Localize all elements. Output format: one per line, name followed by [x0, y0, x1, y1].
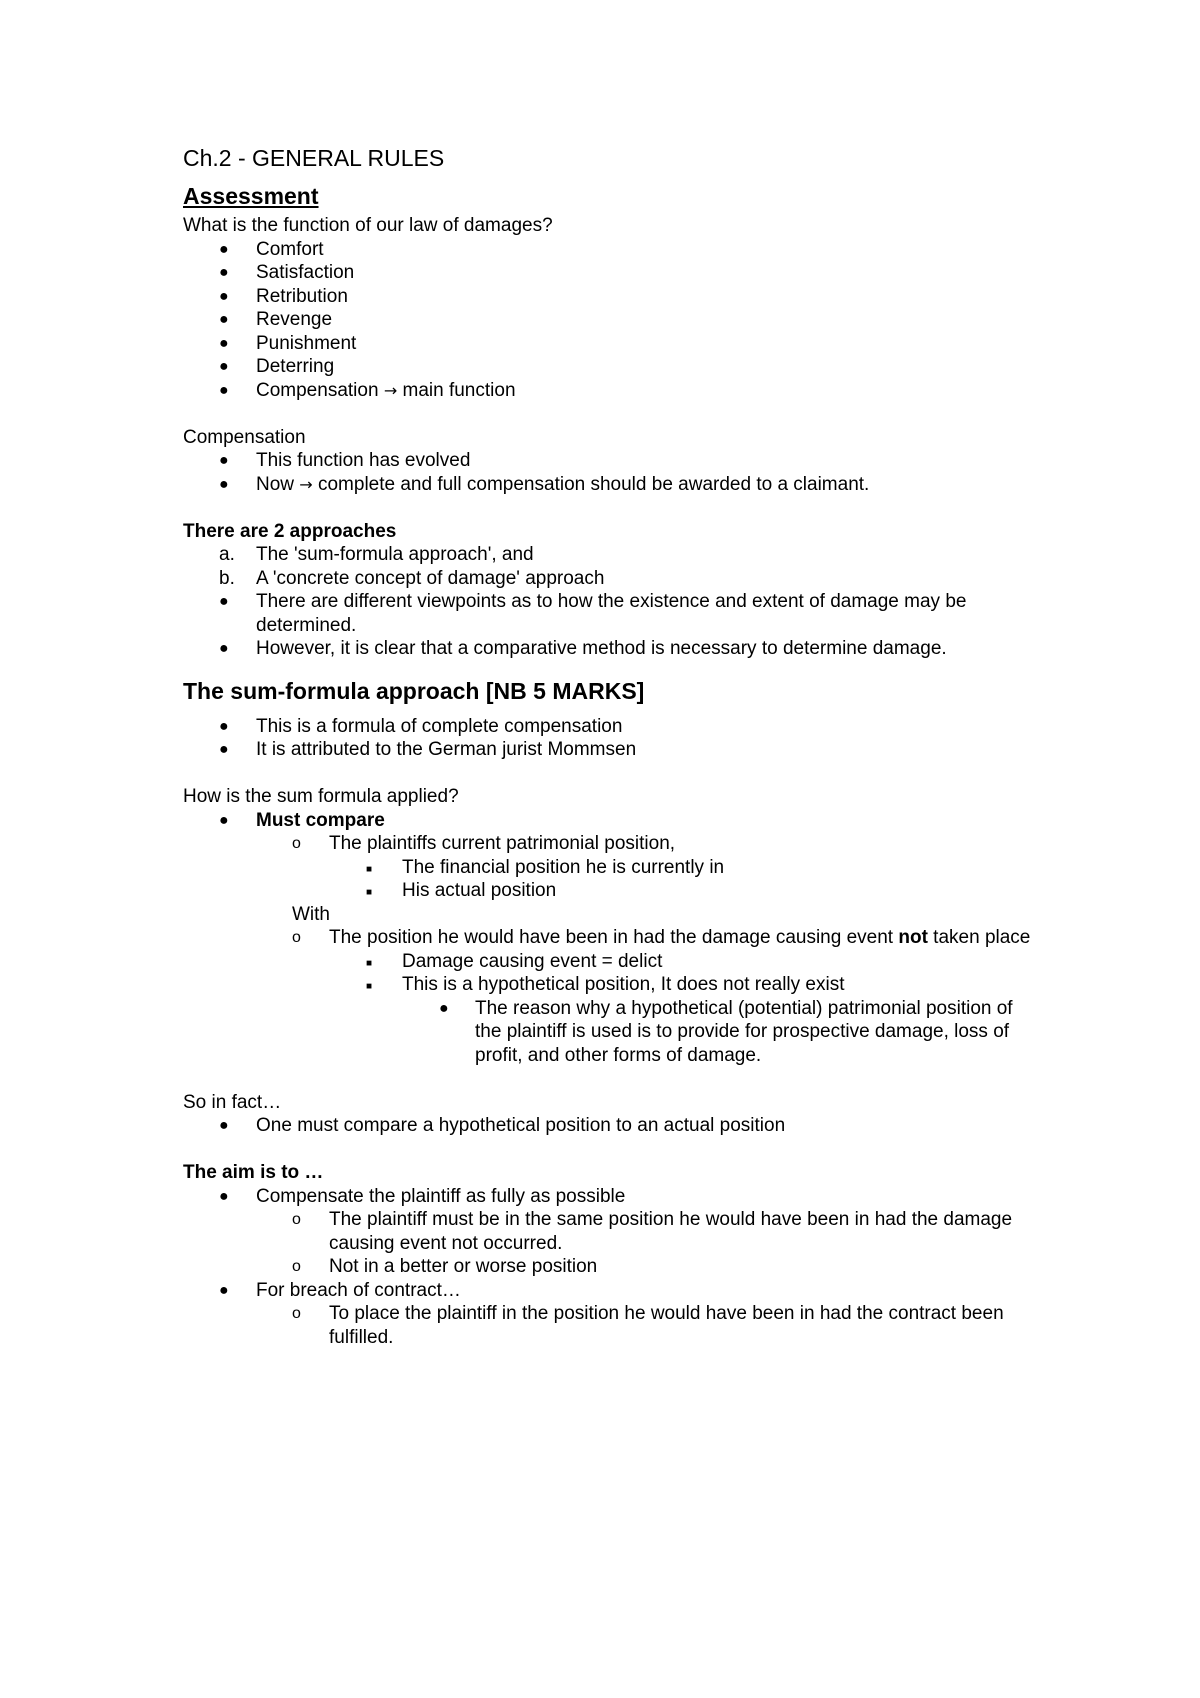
list-item: [183, 832, 1043, 856]
circle-marker: o: [292, 1258, 301, 1275]
list-item-text: The plaintiff must be in the same position he would have been in had the damage causing event not occurred.: [329, 1209, 1013, 1254]
in-fact-heading: So in fact…: [183, 1091, 282, 1113]
list-item-text: The financial position he is currently in: [402, 856, 725, 878]
square-marker: ■: [366, 981, 373, 992]
list-item-text: With: [292, 903, 330, 925]
bullet-marker: ●: [219, 741, 229, 758]
list-item-text: Now: [256, 473, 295, 495]
list-item: [183, 449, 1043, 473]
alpha-marker: a.: [219, 544, 235, 565]
list-item-text: Damage causing event = delict: [402, 950, 663, 972]
bullet-marker: ●: [219, 311, 229, 328]
arrow-icon: →: [383, 380, 398, 400]
arrow-icon: →: [299, 474, 313, 494]
assessment-heading: Assessment: [183, 183, 319, 209]
compensation-heading: Compensation: [183, 426, 306, 448]
list-item-text: complete and full compensation should be awarded to a claimant.: [317, 473, 870, 495]
bullet-marker: ●: [219, 334, 229, 352]
square-marker: ■: [366, 957, 373, 969]
list-item-text: main function: [402, 379, 516, 401]
sum-formula-list: [183, 715, 1043, 762]
list-item: [183, 997, 1043, 1068]
list-item-text: There are different viewpoints as to how the existence and extent of damage may be determined.: [256, 591, 967, 636]
applied-question: How is the sum formula applied?: [183, 786, 459, 807]
list-item-text: taken place: [927, 927, 1031, 948]
document-content: [183, 144, 1043, 1349]
list-item: [183, 903, 1043, 927]
list-item-text: Deterring: [256, 356, 335, 377]
list-item-text: This is a formula of complete compensation: [256, 715, 623, 737]
bullet-marker: ●: [219, 811, 229, 829]
bullet-marker: ●: [219, 358, 229, 375]
list-item: [183, 238, 1043, 262]
list-item: [183, 950, 1043, 974]
list-item: [183, 973, 1043, 997]
bullet-marker: ●: [219, 1281, 229, 1299]
circle-marker: o: [292, 835, 301, 852]
square-marker: ■: [366, 863, 373, 875]
list-item: [183, 543, 1043, 567]
circle-marker: o: [292, 1305, 301, 1322]
bullet-marker: ●: [219, 381, 229, 399]
bullet-marker: ●: [219, 452, 229, 469]
function-list: [183, 238, 1043, 403]
list-item-text: Not in a better or worse position: [329, 1256, 598, 1277]
applied-list: [183, 809, 1043, 1068]
list-item-text: The reason why a hypothetical (potential) patrimonial position of the plaintiff is used is to provide for prospective damage, loss of profit, and other forms of damage.: [475, 997, 1013, 1066]
square-marker: ■: [366, 887, 373, 898]
in-fact-list: [183, 1114, 1043, 1138]
list-item-text: Retribution: [256, 285, 348, 307]
list-item: [183, 637, 1043, 661]
list-item-text: The 'sum-formula approach', and: [256, 544, 534, 565]
list-item-text: Punishment: [256, 332, 357, 354]
approaches-list: [183, 543, 1043, 590]
list-item: [183, 926, 1043, 950]
list-item: [183, 332, 1043, 356]
list-item-text: The plaintiffs current patrimonial position,: [329, 833, 676, 854]
bullet-marker: ●: [439, 999, 449, 1017]
bullet-marker: ●: [219, 640, 229, 657]
approaches-heading: There are 2 approaches: [183, 520, 397, 542]
bullet-marker: ●: [219, 264, 229, 281]
list-item: [183, 590, 1043, 637]
list-item: [183, 1114, 1043, 1138]
list-item-text: Compensation: [256, 379, 379, 401]
bullet-marker: ●: [219, 287, 229, 305]
list-item: [183, 715, 1043, 739]
aim-heading: The aim is to …: [183, 1162, 324, 1183]
bullet-marker: ●: [219, 1117, 229, 1134]
alpha-marker: b.: [219, 567, 235, 589]
list-item-text: It is attributed to the German jurist Mommsen: [256, 739, 637, 760]
list-item: [183, 379, 1043, 403]
function-question: What is the function of our law of damages?: [183, 215, 553, 236]
list-item-text: For breach of contract…: [256, 1279, 461, 1301]
list-item-text: Compensate the plaintiff as fully as possible: [256, 1185, 626, 1207]
list-item-text: This is a hypothetical position, It does not really exist: [402, 974, 845, 995]
sum-formula-heading: The sum-formula approach [NB 5 MARKS]: [183, 677, 645, 704]
list-item: [183, 809, 1043, 833]
emphasis-text: not: [898, 927, 928, 948]
list-item: [183, 1208, 1043, 1255]
list-item-text: A 'concrete concept of damage' approach: [256, 567, 605, 589]
list-item-text: Revenge: [256, 309, 333, 330]
approaches-bullets: [183, 590, 1043, 661]
compensation-list: [183, 449, 1043, 496]
list-item: [183, 856, 1043, 880]
list-item: [183, 738, 1043, 762]
list-item: [183, 261, 1043, 285]
bullet-marker: ●: [219, 593, 229, 610]
bullet-marker: ●: [219, 240, 229, 258]
list-item: [183, 567, 1043, 591]
bullet-marker: ●: [219, 1187, 229, 1205]
bullet-marker: ●: [219, 717, 229, 735]
list-item: [183, 355, 1043, 379]
circle-marker: o: [292, 929, 301, 946]
list-item-text: To place the plaintiff in the position he would have been in had the contract been fulfilled.: [329, 1303, 1004, 1348]
list-item: [183, 1185, 1043, 1209]
list-item: [183, 1255, 1043, 1279]
list-item: [183, 473, 1043, 497]
list-item-text: Must compare: [256, 809, 385, 831]
list-item-text: Comfort: [256, 238, 324, 260]
circle-marker: o: [292, 1211, 301, 1228]
list-item-text: This function has evolved: [256, 450, 471, 471]
list-item: [183, 1279, 1043, 1303]
list-item: [183, 308, 1043, 332]
list-item-text: Satisfaction: [256, 262, 355, 283]
list-item-text: His actual position: [402, 880, 557, 901]
list-item: [183, 285, 1043, 309]
list-item: [183, 879, 1043, 903]
bullet-marker: ●: [219, 475, 229, 493]
list-item-text: However, it is clear that a comparative method is necessary to determine damage.: [256, 638, 947, 659]
list-item-text: The position he would have been in had the damage causing event: [329, 927, 899, 948]
list-item-text: One must compare a hypothetical position to an actual position: [256, 1115, 786, 1136]
aim-list: [183, 1185, 1043, 1350]
list-item: [183, 1302, 1043, 1349]
chapter-title: Ch.2 - GENERAL RULES: [183, 145, 445, 171]
